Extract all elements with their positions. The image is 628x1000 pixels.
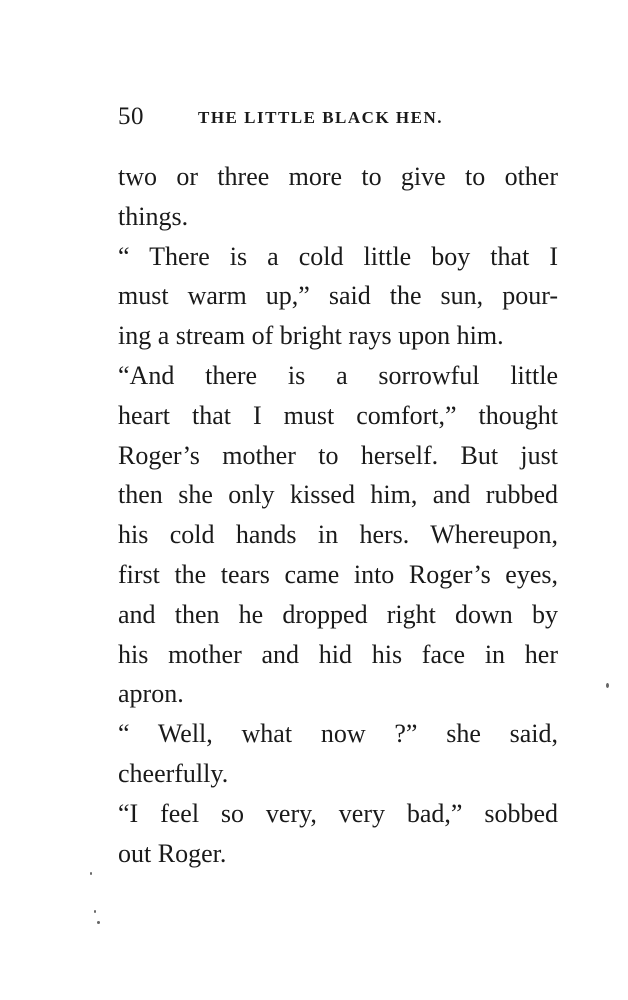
text-line: “And there is a sorrowful little [118, 360, 558, 390]
page-speck [606, 683, 609, 688]
text-line: out Roger. [118, 838, 227, 868]
text-line: “ Well, what now ?” she said, [118, 719, 558, 749]
body-text [118, 157, 558, 873]
text-line: then she only kissed him, and rubbed [118, 480, 558, 510]
text-line: apron. [118, 679, 184, 709]
text-line: and then he dropped right down by [118, 599, 558, 629]
page-speck [90, 872, 92, 875]
text-line: must warm up,” said the sun, pour- [118, 281, 558, 311]
text-line: “ There is a cold little boy that I [118, 241, 558, 271]
text-line: things. [118, 201, 189, 231]
page-speck [97, 921, 100, 924]
text-line: two or three more to give to other [118, 162, 558, 191]
text-line: his mother and hid his face in her [118, 639, 558, 669]
text-line: ing a stream of bright rays upon him. [118, 321, 504, 351]
text-line: “I feel so very, very bad,” sobbed [118, 798, 558, 828]
running-head [118, 100, 478, 134]
page-number: 50 [118, 103, 144, 130]
page-speck [94, 910, 96, 913]
text-line: Roger’s mother to herself. But just [118, 440, 558, 470]
text-line: his cold hands in hers. Whereupon, [118, 520, 558, 550]
text-line: first the tears came into Roger’s eyes, [118, 559, 558, 589]
running-title: THE LITTLE BLACK HEN. [198, 108, 444, 127]
text-line: heart that I must comfort,” thought [118, 400, 558, 430]
text-line: cheerfully. [118, 758, 229, 788]
